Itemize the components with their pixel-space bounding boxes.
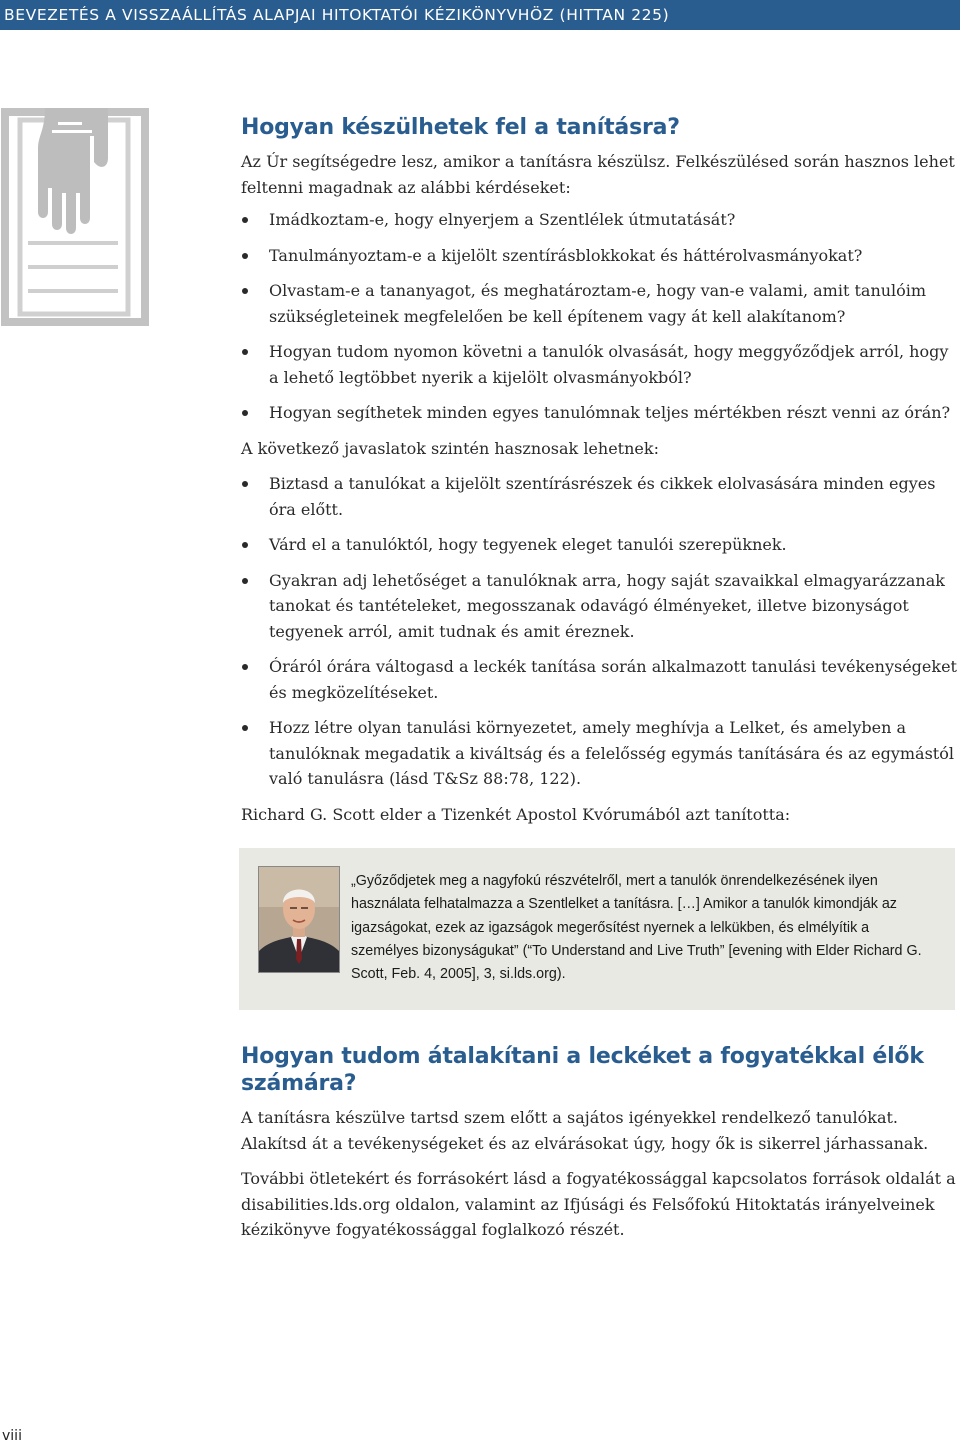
running-header-title: BEVEZETÉS A VISSZAÁLLÍTÁS ALAPJAI HITOKTATÓI KÉZIKÖNYVHÖZ (HITTAN 225) bbox=[4, 6, 670, 24]
intro-paragraph: Az Úr segítségedre lesz, amikor a tanításra készülsz. Felkészülésed során hasznos lehet feltenni magadnak az alábbi kérdéseket: bbox=[241, 152, 955, 197]
list-item: Imádkoztam-e, hogy elnyerjem a Szentlélek útmutatását? bbox=[241, 207, 957, 233]
quote-text: „Győződjetek meg a nagyfokú részvételről, mert a tanulók önrendelkezésének ilyen használata felhatalmazza a Szentlelket a tanításra. […] Amikor a tanulók kimondják az igazságokat, ezek az igazságok megerősítést nyernek a lelkükben, és elmélyítik a személyes bizonyságukat” (“To Understand and Live Truth” [evening with Elder Richard G. Scott, Feb. 4, 2005], 3, si.lds.org). bbox=[351, 873, 922, 983]
list-item: Biztasd a tanulókat a kijelölt szentírásrészek és cikkek elolvasására minden egyes óra előtt. bbox=[241, 471, 957, 522]
disabilities-paragraph-1: A tanításra készülve tartsd szem előtt a sajátos igényekkel rendelkező tanulókat. Alakítsd át a tevékenységeket és az elvárásokat úgy, hogy ők is sikerrel járhassanak. bbox=[241, 1108, 929, 1153]
disabilities-paragraph-2: További ötletekért és forrásokért lásd a fogyatékossággal kapcsolatos források oldalát a disabilities.lds.org oldalon, valamint az Ifjúsági és Felsőfokú Hitoktatás irányelveinek kézikönyve fogyatékossággal foglalkozó részét. bbox=[241, 1169, 956, 1239]
elder-portrait bbox=[258, 866, 340, 973]
suggestions-intro: A következő javaslatok szintén hasznosak lehetnek: bbox=[241, 438, 659, 458]
list-item: Olvastam-e a tananyagot, és meghatároztam-e, hogy van-e valami, amit tanulóim szükségleteinek megfelelően be kell építenem vagy át kell alakítanom? bbox=[241, 278, 957, 329]
quote-box bbox=[239, 848, 955, 1010]
section-heading-preparation: Hogyan készülhetek fel a tanításra? bbox=[241, 115, 680, 140]
suggestion-list bbox=[241, 471, 957, 792]
quote-intro: Richard G. Scott elder a Tizenkét Apostol Kvórumából azt tanította: bbox=[241, 804, 791, 824]
list-item: Hogyan segíthetek minden egyes tanulómnak teljes mértékben részt venni az órán? bbox=[241, 400, 957, 426]
list-item: Gyakran adj lehetőséget a tanulóknak arra, hogy saját szavaikkal elmagyarázzanak tanokat és tantételeket, megosszanak odavágó élményeket, illetve bizonyságot tegyenek arról, amit tudnak és amit éreznek. bbox=[241, 568, 957, 645]
list-item: Várd el a tanulóktól, hogy tegyenek eleget tanulói szerepüknek. bbox=[241, 532, 957, 558]
main-content bbox=[241, 114, 957, 1243]
running-header bbox=[0, 0, 960, 30]
hand-on-document-icon bbox=[0, 108, 150, 326]
section-heading-disabilities: Hogyan tudom átalakítani a leckéket a fogyatékkal élők számára? bbox=[241, 1044, 924, 1096]
list-item: Óráról órára váltogasd a leckék tanítása során alkalmazott tanulási tevékenységeket és megközelítéseket. bbox=[241, 654, 957, 705]
list-item: Hogyan tudom nyomon követni a tanulók olvasását, hogy meggyőződjek arról, hogy a lehető legtöbbet nyerik a kijelölt olvasmányokból? bbox=[241, 339, 957, 390]
list-item: Hozz létre olyan tanulási környezetet, amely meghívja a Lelket, és amelyben a tanulóknak megadatik a kiváltság és a felelősség egymás tanítására és az egymástól való tanulásra (lásd T&Sz 88:78, 122). bbox=[241, 715, 957, 792]
list-item: Tanulmányoztam-e a kijelölt szentírásblokkokat és háttérolvasmányokat? bbox=[241, 243, 957, 269]
question-list bbox=[241, 207, 957, 426]
page-number: viii bbox=[2, 1428, 22, 1444]
